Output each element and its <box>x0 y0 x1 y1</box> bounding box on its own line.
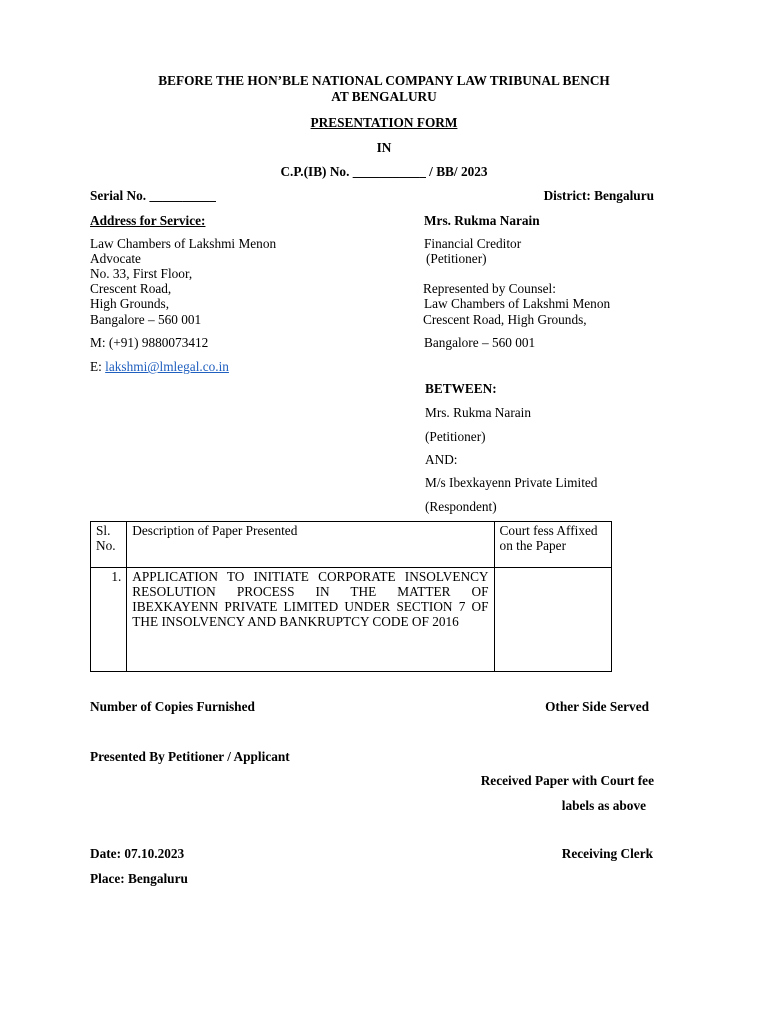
header-sl-no: Sl. No. <box>91 522 127 568</box>
row-description: APPLICATION TO INITIATE CORPORATE INSOLVENCY RESOLUTION PROCESS IN THE MATTER OF IBEXKAYENN PRIVATE LIMITED UNDER SECTION 7 OF THE INSOLVENCY AND BANKRUPTCY CODE OF 2016 <box>127 568 494 672</box>
creditor-role-petitioner: (Petitioner) <box>426 251 487 266</box>
creditor-role: Financial Creditor <box>424 236 522 251</box>
header-court-fee: Court fess Affixed on the Paper <box>494 522 611 568</box>
service-address-line: No. 33, First Floor, <box>90 266 193 281</box>
case-number: C.P.(IB) No. ___________ / BB/ 2023 <box>280 164 488 179</box>
form-title: PRESENTATION FORM <box>310 115 458 130</box>
copies-furnished-label: Number of Copies Furnished <box>90 699 255 714</box>
other-side-served-label: Other Side Served <box>545 699 649 714</box>
and-label: AND: <box>425 452 458 467</box>
service-address-line: Law Chambers of Lakshmi Menon <box>90 236 277 251</box>
row-sl: 1. <box>91 568 127 672</box>
row-court-fee <box>494 568 611 672</box>
email-prefix: E: <box>90 359 106 374</box>
service-address-line: High Grounds, <box>90 296 170 311</box>
place-label: Place: Bengaluru <box>90 871 188 886</box>
respondent-role: (Respondent) <box>425 499 497 514</box>
serial-number: Serial No. __________ <box>90 188 216 203</box>
respondent-name: M/s Ibexkayenn Private Limited <box>425 475 598 490</box>
email-link[interactable]: lakshmi@lmlegal.co.in <box>105 359 229 374</box>
counsel-city: Bangalore – 560 001 <box>424 335 536 350</box>
district: District: Bengaluru <box>543 188 654 203</box>
received-paper-line1: Received Paper with Court fee <box>480 773 654 788</box>
date-label: Date: 07.10.2023 <box>90 846 185 861</box>
received-paper-line2: labels as above <box>561 798 646 813</box>
email-row <box>90 359 229 374</box>
petitioner-role: (Petitioner) <box>425 429 486 444</box>
in-label: IN <box>376 140 392 155</box>
table-row <box>91 568 612 672</box>
petitioner-name: Mrs. Rukma Narain <box>425 405 531 420</box>
tribunal-heading-line2: AT BENGALURU <box>331 89 437 104</box>
service-address-line: Bangalore – 560 001 <box>90 312 202 327</box>
presented-by-label: Presented By Petitioner / Applicant <box>90 749 290 764</box>
table-header-row <box>91 522 612 568</box>
creditor-name: Mrs. Rukma Narain <box>424 213 540 228</box>
between-label: BETWEEN: <box>425 381 497 396</box>
service-address-line: Crescent Road, <box>90 281 172 296</box>
header-description: Description of Paper Presented <box>127 522 494 568</box>
counsel-line: Crescent Road, High Grounds, <box>423 312 587 327</box>
address-for-service-heading: Address for Service: <box>90 213 206 228</box>
tribunal-heading-line1: BEFORE THE HON’BLE NATIONAL COMPANY LAW TRIBUNAL BENCH <box>158 73 610 88</box>
papers-table <box>90 521 612 672</box>
mobile-number: M: (+91) 9880073412 <box>90 335 209 350</box>
counsel-line: Law Chambers of Lakshmi Menon <box>424 296 611 311</box>
receiving-clerk-label: Receiving Clerk <box>561 846 653 861</box>
counsel-line: Represented by Counsel: <box>423 281 556 296</box>
service-address-line: Advocate <box>90 251 141 266</box>
